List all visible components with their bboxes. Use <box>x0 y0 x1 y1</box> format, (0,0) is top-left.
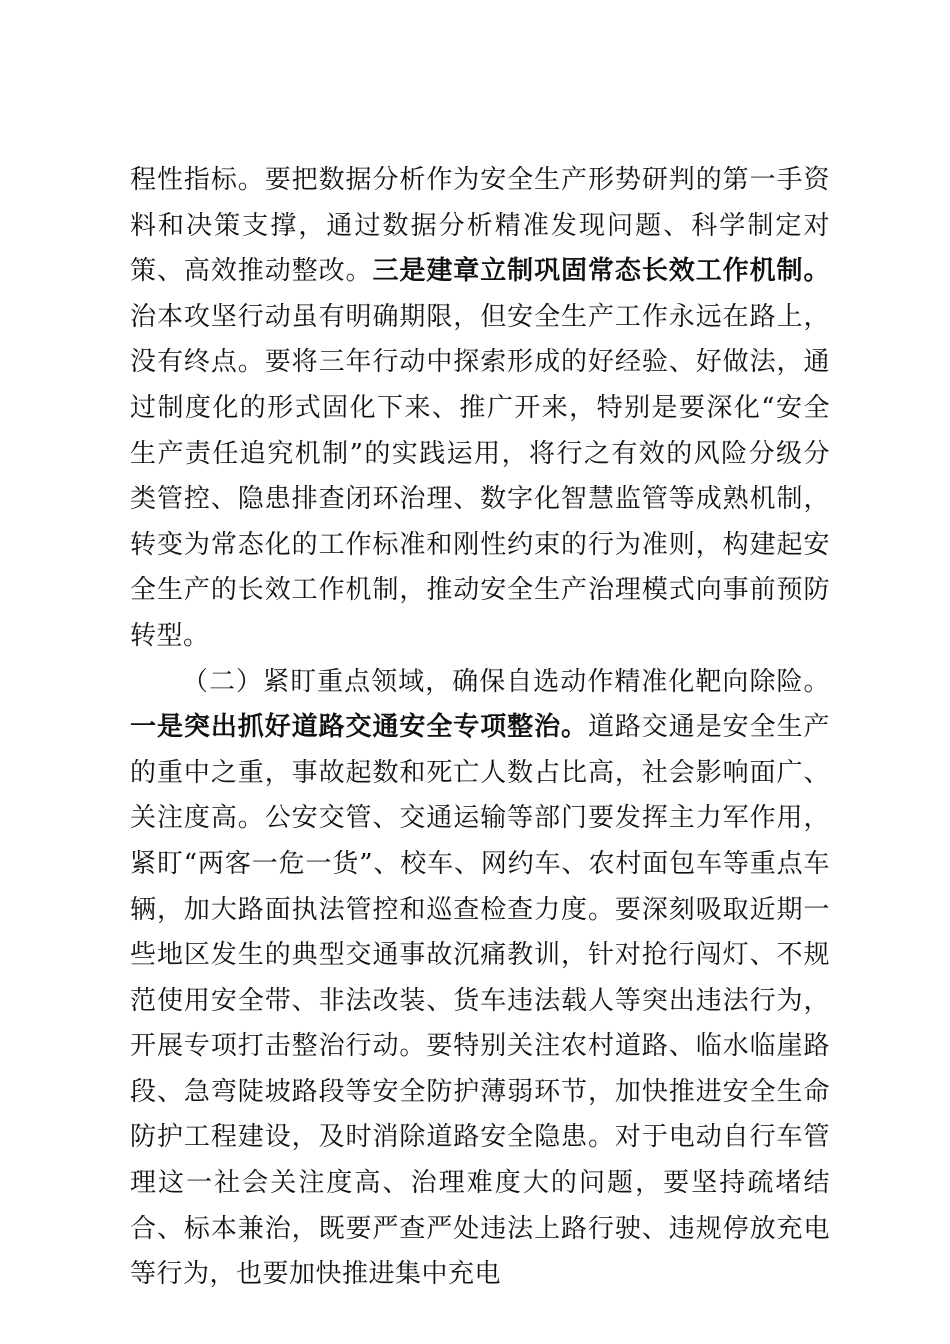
paragraph-1-bold-heading: 三是建章立制巩固常态长效工作机制。 <box>372 256 830 287</box>
paragraph-2-text: 道路交通是安全生产的重中之重，事故起数和死亡人数占比高，社会影响面广、关注度高。公安交管、交通运输等部门要发挥主力军作用，紧盯“两客一危一货”、校车、网约车、农村面包车等重点车辆，加大路面执法管控和巡查检查力度。要深刻吸取近期一些地区发生的典型交通事故沉痛教训，针对抢行闯灯、不规范使用安全带、非法改装、货车违法载人等突出违法行为，开展专项打击整治行动。要特别关注农村道路、临水临崖路段、急弯陡坡路段等安全防护薄弱环节，加快推进安全生命防护工程建设，及时消除道路安全隐患。对于电动自行车管理这一社会关注度高、治理难度大的问题，要坚持疏堵结合、标本兼治，既要严查严处违法上路行驶、违规停放充电等行为，也要加快推进集中充电 <box>130 712 830 1290</box>
paragraph-2-bold-heading: 一是突出抓好道路交通安全专项整治。 <box>130 712 588 743</box>
paragraph-1-text-a: 程性指标。要把数据分析作为安全生产形势研判的第一手资料和决策支撑，通过数据分析精准发现问题、科学制定对策、高效推动整改。 <box>130 165 830 287</box>
paragraph-section-two <box>130 660 830 1298</box>
paragraph-continued <box>130 158 830 660</box>
document-body <box>130 158 830 1298</box>
paragraph-2-section-heading: （二）紧盯重点领域，确保自选动作精准化靶向除险。 <box>182 666 830 697</box>
paragraph-1-text-b: 治本攻坚行动虽有明确期限，但安全生产工作永远在路上，没有终点。要将三年行动中探索形成的好经验、好做法，通过制度化的形式固化下来、推广开来，特别是要深化“安全生产责任追究机制”的实践运用，将行之有效的风险分级分类管控、隐患排查闭环治理、数字化智慧监管等成熟机制，转变为常态化的工作标准和刚性约束的行为准则，构建起安全生产的长效工作机制，推动安全生产治理模式向事前预防转型。 <box>130 301 830 651</box>
